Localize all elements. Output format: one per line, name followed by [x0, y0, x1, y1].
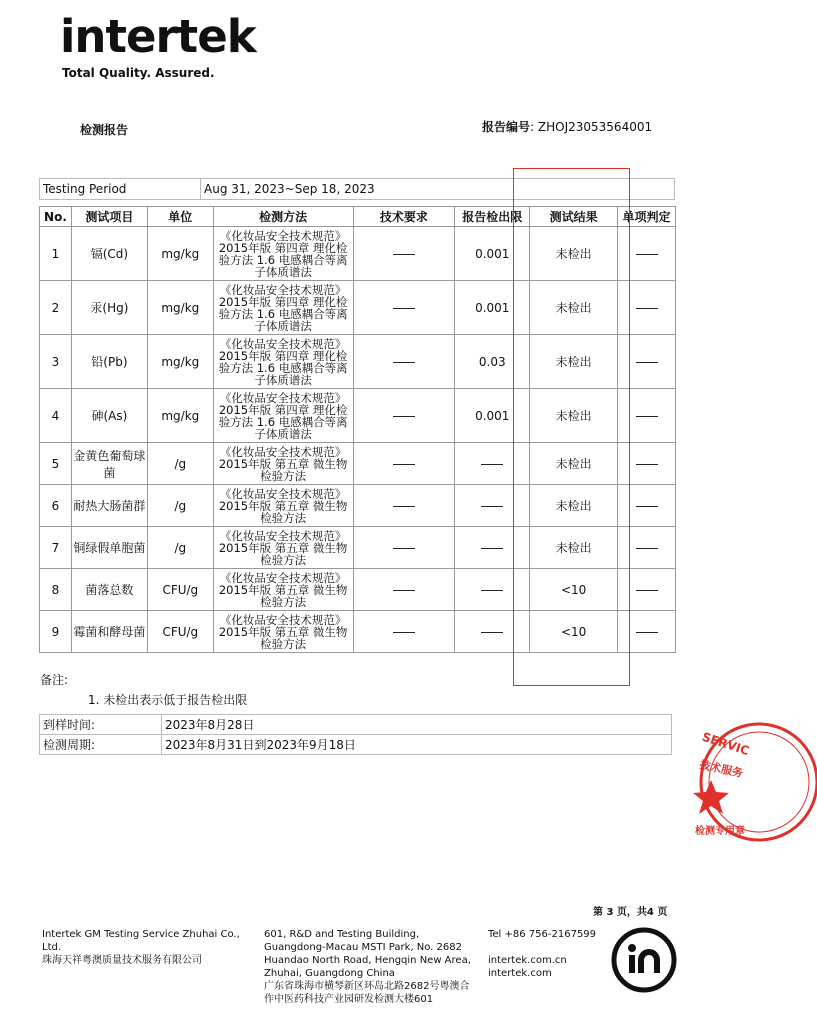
cell-item: 汞(Hg): [71, 281, 147, 335]
cell-requirement: [353, 611, 455, 653]
cell-method: 《化妆品安全技术规范》2015年版 第四章 理化检验方法 1.6 电感耦合等离子体质谱法: [213, 335, 353, 389]
footer-contact: [488, 928, 598, 980]
arrival-value: 2023年8月28日: [162, 715, 672, 735]
cell-result: 未检出: [530, 227, 618, 281]
intertek-badge-icon: [610, 926, 678, 994]
logo-tagline: Total Quality. Assured.: [62, 66, 215, 80]
col-header: 报告检出限: [455, 207, 530, 227]
cell-method: 《化妆品安全技术规范》2015年版 第五章 微生物检验方法: [213, 611, 353, 653]
report-number-sep: :: [530, 120, 535, 134]
cell-result: 未检出: [530, 389, 618, 443]
cell-item: 金黄色葡萄球菌: [71, 443, 147, 485]
cell-result: 未检出: [530, 443, 618, 485]
cell-requirement: [353, 335, 455, 389]
col-header: 单项判定: [618, 207, 676, 227]
stamp-text-bot: 检测专用章: [695, 826, 745, 837]
notes-heading: 备注:: [40, 673, 69, 687]
cell-item: 菌落总数: [71, 569, 147, 611]
cell-method: 《化妆品安全技术规范》2015年版 第五章 微生物检验方法: [213, 569, 353, 611]
address-en: 601, R&D and Testing Building, Guangdong-Macau MSTI Park, No. 2682 Huandao North Road, Hengqin New Area, Zhuhai, Guangdong China: [264, 929, 471, 979]
address-cn: 广东省珠海市横琴新区环岛北路2682号粤澳合作中医药科技产业园研发检测大楼601: [264, 981, 470, 1005]
stamp-text-mid: 技术服务: [698, 758, 745, 781]
report-number-value: ZHOJ23053564001: [537, 120, 653, 134]
cell-no: 6: [40, 485, 72, 527]
cell-result: <10: [530, 611, 618, 653]
web-cn: intertek.com.cn: [488, 955, 567, 966]
cell-method: 《化妆品安全技术规范》2015年版 第五章 微生物检验方法: [213, 485, 353, 527]
cell-requirement: [353, 389, 455, 443]
cell-result: 未检出: [530, 485, 618, 527]
official-stamp: [697, 718, 817, 846]
cell-item: 砷(As): [71, 389, 147, 443]
cell-item: 铜绿假单胞菌: [71, 527, 147, 569]
cell-no: 4: [40, 389, 72, 443]
cell-limit: 0.03: [455, 335, 530, 389]
stamp-text-top: SERVIC: [700, 729, 751, 759]
col-header: 检测方法: [213, 207, 353, 227]
cell-item: 镉(Cd): [71, 227, 147, 281]
company-en: Intertek GM Testing Service Zhuhai Co., Ltd.: [42, 929, 240, 953]
cell-method: 《化妆品安全技术规范》2015年版 第五章 微生物检验方法: [213, 443, 353, 485]
cell-method: 《化妆品安全技术规范》2015年版 第五章 微生物检验方法: [213, 527, 353, 569]
footer-address: [264, 928, 479, 1006]
cell-no: 7: [40, 527, 72, 569]
page-number: 第 3 页，共4 页: [593, 907, 668, 918]
cell-method: 《化妆品安全技术规范》2015年版 第四章 理化检验方法 1.6 电感耦合等离子体质谱法: [213, 227, 353, 281]
col-header: No.: [40, 207, 72, 227]
cell-requirement: [353, 569, 455, 611]
cell-result: 未检出: [530, 527, 618, 569]
cell-no: 5: [40, 443, 72, 485]
cell-no: 1: [40, 227, 72, 281]
cell-result: 未检出: [530, 281, 618, 335]
testing-period-label: Testing Period: [40, 179, 201, 200]
col-header: 测试结果: [530, 207, 618, 227]
col-header: 单位: [147, 207, 213, 227]
arrival-label: 到样时间:: [40, 715, 162, 735]
cell-unit: mg/kg: [147, 227, 213, 281]
cell-unit: CFU/g: [147, 611, 213, 653]
cell-no: 3: [40, 335, 72, 389]
cell-no: 2: [40, 281, 72, 335]
test-period-label: 检测周期:: [40, 735, 162, 755]
cell-requirement: [353, 281, 455, 335]
tel: Tel +86 756-2167599: [488, 929, 597, 940]
cell-unit: CFU/g: [147, 569, 213, 611]
cell-unit: /g: [147, 527, 213, 569]
cell-result: 未检出: [530, 335, 618, 389]
cell-unit: mg/kg: [147, 281, 213, 335]
cell-item: 耐热大肠菌群: [71, 485, 147, 527]
cell-item: 铅(Pb): [71, 335, 147, 389]
cell-method: 《化妆品安全技术规范》2015年版 第四章 理化检验方法 1.6 电感耦合等离子体质谱法: [213, 281, 353, 335]
cell-requirement: [353, 485, 455, 527]
cell-result: <10: [530, 569, 618, 611]
cell-limit: 0.001: [455, 227, 530, 281]
cell-unit: mg/kg: [147, 335, 213, 389]
col-header: 技术要求: [353, 207, 455, 227]
cell-unit: /g: [147, 443, 213, 485]
cell-limit: 0.001: [455, 389, 530, 443]
report-number: [482, 118, 652, 135]
note-item: 1. 未检出表示低于报告检出限: [88, 693, 248, 707]
cell-requirement: [353, 227, 455, 281]
report-number-label: 报告编号: [482, 120, 531, 134]
report-title: 检测报告: [80, 123, 129, 137]
test-period-value: 2023年8月31日到2023年9月18日: [162, 735, 672, 755]
cell-limit: 0.001: [455, 281, 530, 335]
web-com: intertek.com: [488, 968, 552, 979]
cell-item: 霉菌和酵母菌: [71, 611, 147, 653]
cell-no: 9: [40, 611, 72, 653]
company-cn: 珠海天祥粤澳质量技术服务有限公司: [42, 955, 202, 966]
cell-method: 《化妆品安全技术规范》2015年版 第四章 理化检验方法 1.6 电感耦合等离子体质谱法: [213, 389, 353, 443]
cell-requirement: [353, 443, 455, 485]
dates-table: [39, 714, 672, 755]
cell-no: 8: [40, 569, 72, 611]
testing-period-value: Aug 31, 2023~Sep 18, 2023: [201, 179, 675, 200]
col-header: 测试项目: [71, 207, 147, 227]
cell-requirement: [353, 527, 455, 569]
intertek-logo: intertek: [60, 10, 256, 63]
footer-company: [42, 928, 257, 967]
cell-unit: /g: [147, 485, 213, 527]
highlight-box: [513, 168, 630, 686]
cell-unit: mg/kg: [147, 389, 213, 443]
